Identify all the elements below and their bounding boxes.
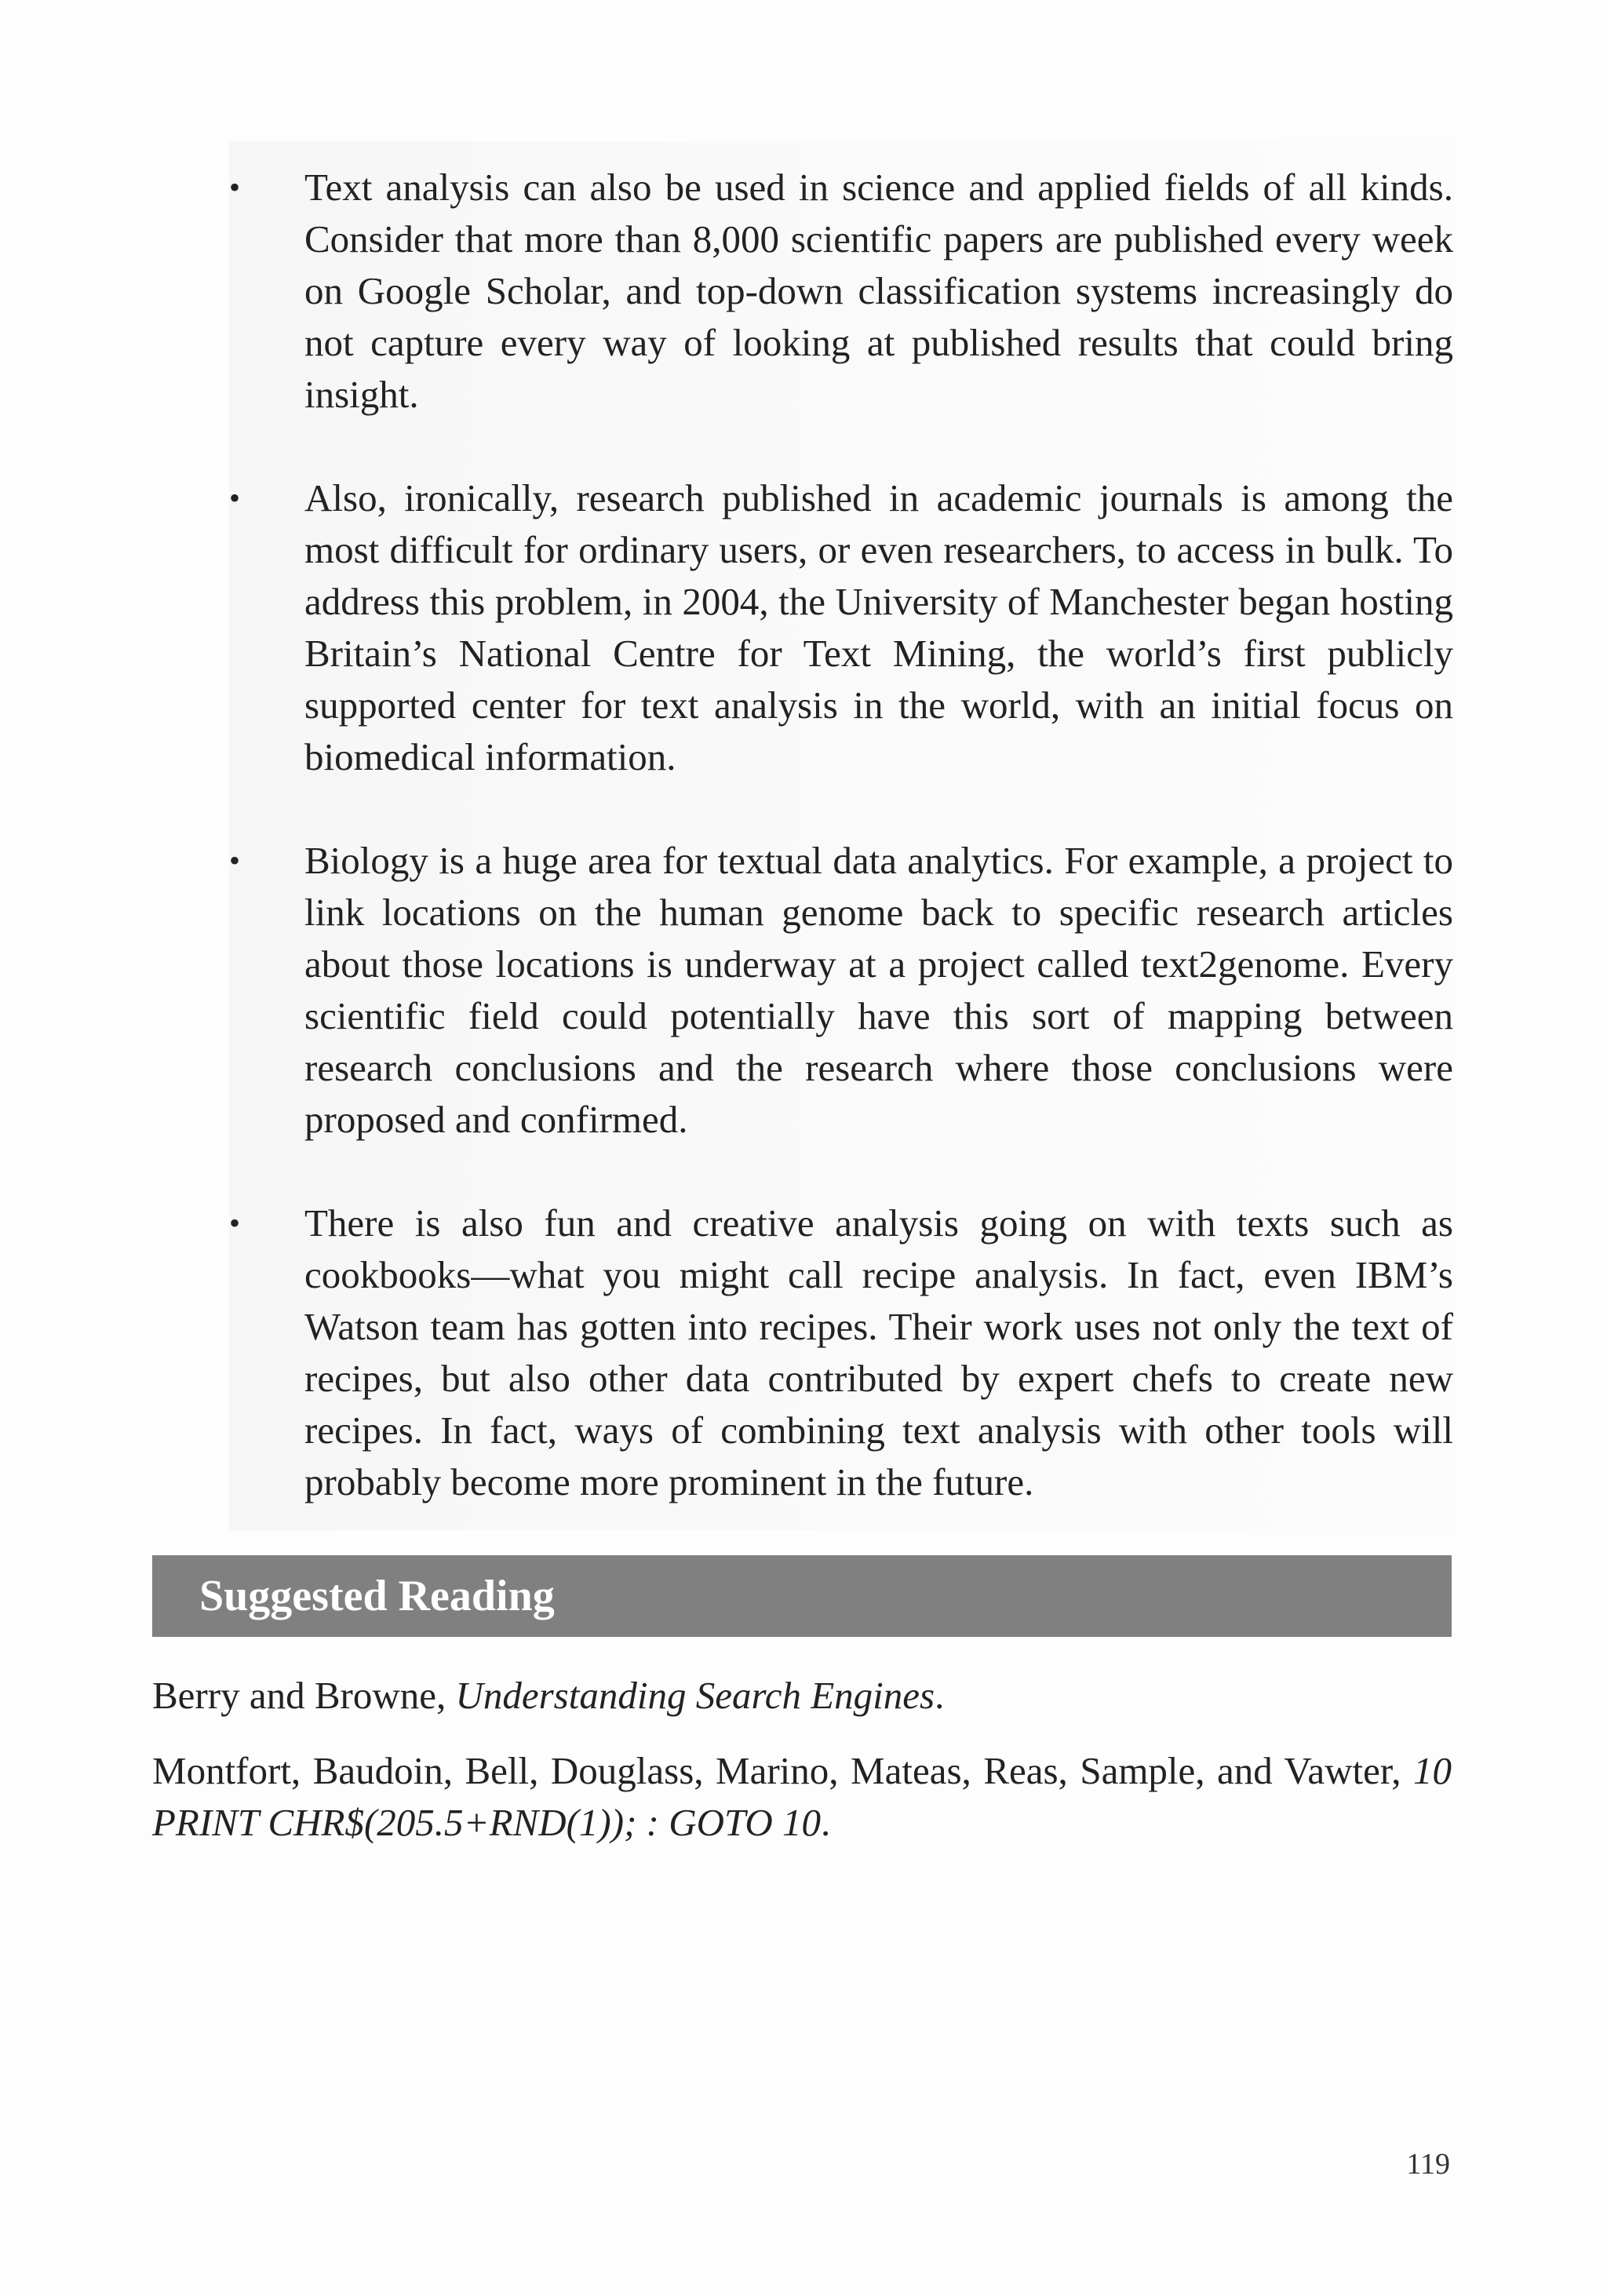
list-item [229,835,1453,1146]
reading-entry [152,1745,1452,1849]
bullet-text: Text analysis can also be used in science and applied fields of all kinds. Consider that more than 8,000 scientific papers are published every week on Google Scholar, and top-down classification systems increasingly do not capture every way of looking at published results that could bring insight. [304,166,1453,416]
bullet-text: Also, ironically, research published in academic journals is among the most difficult for ordinary users, or even researchers, to access in bulk. To address this problem, in 2004, the University of Manchester began hosting Britain’s National Centre for Text Mining, the world’s first publicly supported center for text analysis in the world, with an initial focus on biomedical information. [304,476,1453,778]
list-item [229,1197,1453,1508]
reading-book-title: 10 PRINT CHR$(205.5+RND(1)); : GOTO 10 [152,1749,1452,1844]
list-item [229,472,1453,783]
bullet-dot-icon: • [229,169,241,205]
reading-list [152,1670,1452,1872]
reading-authors: Berry and Browne, [152,1674,456,1717]
bullet-dot-icon: • [229,1205,241,1241]
bullet-text: There is also fun and creative analysis going on with texts such as cookbooks—what you might call recipe analysis. In fact, even IBM’s Watson team has gotten into recipes. Their work uses not only the text of recipes, but also other data contributed by expert chefs to create new recipes. In fact, ways of combining text analysis with other tools will probably become more prominent in the future. [304,1201,1453,1503]
suggested-reading-header [152,1555,1452,1637]
reading-book-title: Understanding Search Engines [455,1674,935,1717]
reading-authors: Montfort, Baudoin, Bell, Douglass, Marino, Mateas, Reas, Sample, and Vawter, [152,1749,1413,1792]
reading-end-punctuation: . [820,1801,831,1844]
bullet-dot-icon: • [229,480,241,516]
page-number: 119 [1406,2148,1450,2181]
reading-entry [152,1670,1452,1722]
bullet-dot-icon: • [229,843,241,878]
section-title: Suggested Reading [199,1572,555,1620]
list-item [229,162,1453,421]
reading-end-punctuation: . [935,1674,945,1717]
bullet-text: Biology is a huge area for textual data analytics. For example, a project to link locations on the human genome back to specific research articles about those locations is underway at a project called text2genome. Every scientific field could potentially have this sort of mapping between research conclusions and the research where those conclusions were proposed and confirmed. [304,839,1453,1141]
bullet-list [229,162,1453,1508]
